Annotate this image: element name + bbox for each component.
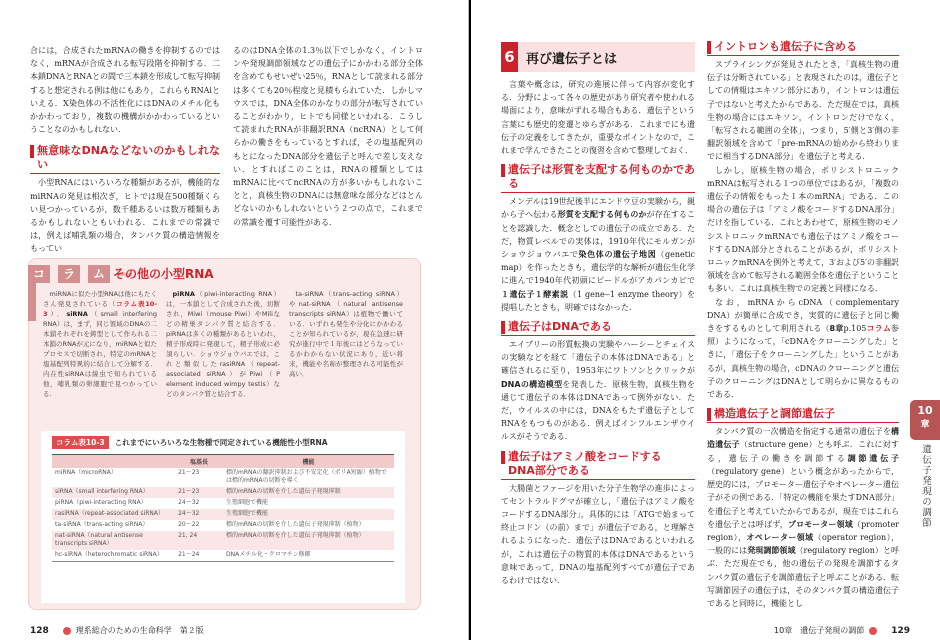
page-number: 129 [891,625,910,636]
text: （operator region），一般的には [707,532,899,556]
table-caption [52,436,394,449]
keyword: 調節遺伝子 [847,453,900,463]
subheading-text: 遺伝子は形質を支配する何ものかである [508,163,695,191]
table-reference-link[interactable]: コラム表10-3 [43,300,158,318]
keyword: 形質を支配する何ものか [557,210,647,220]
function-cell: 標的mRNAの翻訳抑制および不安定化（ポリA短縮）植物では標的mRNAの切断を導く [225,469,387,484]
table-row [52,531,394,550]
keyword: DNAの構造模型 [501,379,563,389]
chapter-number: 10 [917,404,933,417]
length-cell: 24〜32 [178,499,200,506]
page-ref: p.105 [843,324,867,334]
subheading-text: イントロンも遺伝子に含める [714,40,857,53]
text: （regulatory region）と呼ぶ．ただ現在でも，他の遺伝子の発現を調節するタンパク質の遺伝子を調節遺伝子と呼ぶことがある．転写調節因子の遺伝子は，そのタンパク質の構造遺伝子であると同時に，機能とし [707,546,900,608]
text: を発表した．原核生物，真核生物を通じて遺伝子の本体はDNAであって例外がない．ただ，ウイルスの中には，DNAをもたず遺伝子としてRNAをもつものがある．例えばインフルエンザウイルスがそうである． [501,379,695,442]
text: （1 gene‒1 enzyme theory）を提唱したときも，明確ではなかった． [501,289,696,312]
chapter-thumb-tab[interactable] [910,400,940,440]
paragraph [501,338,695,444]
length-cell: 21〜23 [175,487,223,498]
table-row [52,487,394,498]
text: （small interfering RNA）は，まず，同じ領域のDNAの二本鎖それぞれを鋳型として作られる二本鎖のRNAが元になり，miRNAと似たプロセスで切断され，特定のmRNAと塩基配列特異的に結合して分解する．内在性siRNAは線虫で知られている他，哺乳類の卵細胞で見つかっている． [43,310,157,398]
text: （promoter region）， [707,519,900,542]
length-cell: 24〜32 [175,509,223,520]
page-number: 128 [30,625,49,636]
function-cell: DNAメチル化・クロマチン修飾 [223,550,394,562]
column-box [28,258,421,610]
right-page [471,0,940,640]
subheading-text: 遺伝子はDNAである [508,320,612,334]
subheading-text: 構造遺伝子と調節遺伝子 [714,407,835,421]
length-cell: 21, 24 [175,531,223,550]
column-tag-char: コ [28,265,50,283]
paragraph [707,425,899,610]
subheading-dna [501,320,695,336]
text: ）． [47,310,67,318]
table-row [52,509,394,520]
subheading-meaningless-dna [30,144,220,174]
text: タンパク質の一次構造を指定する通常の遺伝子を [715,427,891,437]
column-text-3 [289,289,403,379]
table-header-row [52,455,394,468]
book-title: 理系総合のための生命科学 第２版 [75,626,204,635]
text: 参照）ようになって，「cDNAをクローニングした」ときに，「遺伝子をクローニングした」ということがあるが，真核生物の場合，cDNAのクローニングと遺伝子のクローニングはDNAとして明らかに異なるものである． [707,324,899,400]
left-col1 [30,44,220,256]
column-tag-char: ム [88,265,110,283]
paragraph: 言葉や概念は，研究の進展に伴って内容が変化する．分野によって各々の歴史があり研究者や使われる場面により，意味がずれる場合もある．遺伝子という言葉にも歴史的変遷とゆらぎがある．これまでにも遺伝子の定義をしてきたが，重要なポイントなので，これまで学んできたことの復習を含めて整理しておく． [501,80,695,156]
column-text-2 [166,289,280,399]
function-cell: 生殖細胞で機能 [223,509,394,520]
column-text-1 [43,289,157,399]
small-rna-table [52,454,394,562]
column-title: その他の小型RNA [113,267,214,281]
left-page [0,0,469,640]
text: ta-siRNA（trans-acting siRNA）やnat-siRNA（natural antisense transcripts siRNA）は植物で働いている．いずれも発生や分化にかかわることが知られているが，現在急速に研究が進行中で１年後にはどうなっているかわからない状況にあり，近い将来，機能や名称が整理される可能性が高い． [289,290,403,378]
header-cell: 塩基長 [175,455,223,468]
term-sirna: siRNA [66,310,88,318]
header-cell: 機能 [223,455,394,468]
bullet-dot-icon [63,627,71,635]
chapter-title: 10章 遺伝子発現の調節 [774,626,865,635]
rna-name-cell: hc-siRNA（heterochromatic siRNA） [52,550,175,562]
left-folio [30,625,204,636]
paragraph: しかし，原核生物の場合，ポリシストロニックmRNAは転写される１つの単位ではあるが，「複数の遺伝子の情報をもった１本のmRNA」である．この場合の遺伝子は「アミノ酸をコードするDNA部分」だけを指している．これとあわせて，原核生物のモノシストロニックmRNAでも遺伝子はアミノ酸をコードするDNA部分とされることがあるが，ポリシストロニックmRNAを例外と考えて，3′および5′の非翻訳領域を含めて転写される範囲全体を遺伝子ということも多い．これは真核生物での定義と同様になる． [707,165,899,294]
chapter-suffix: 章 [920,420,930,430]
text: （genetic map）を作ったときも，遺伝学的な解析が遺伝生化学に進んで1940年代初頭にビードルがアカパンカビで [501,250,696,286]
bullet-dot-icon [869,627,877,635]
rna-name-cell: miRNA（microRNA） [55,469,117,476]
table-body [52,468,394,562]
keyword: 染色体の遺伝子地図 [578,250,657,260]
chapter-thumb-label: 遺伝子発現の調節 [920,444,931,528]
subheading-intron [707,40,899,56]
left-col2 [233,44,423,229]
subheading-amino [501,450,695,480]
subheading-text: DNA部分である [508,463,590,477]
keyword: オペレーター領域 [746,532,814,542]
table-row [52,468,394,487]
text: （piwi-interacting RNA）は，一本鎖として合成された後，切断され，Miwi（mouse Piwi）やMiliなどの精巣タンパク質と結合する．piRNAは多くの種類があるといわれ，精子形成時に発現して，精子形成に必須らしい．ショウジョウバエでは，これと類似したrasiRNA（repeat-associated siRNA）がPiwi（P element induced wimpy testis）などのタンパク質と結合する． [166,290,280,398]
right-folio [774,625,910,636]
keyword: 構造遺伝子 [707,427,899,450]
text: なお，mRNAからcDNA（complementary DNA）が簡単に合成でき，実質的に遺伝子と同じ働きをするものとして利用される（ [707,297,899,334]
rna-name-cell: siRNA（small interfering RNA） [52,487,175,498]
right-col2 [707,40,899,610]
table-row [52,498,394,509]
column-side-bar [28,283,36,321]
rna-name-cell: ta-siRNA（trans-acting siRNA） [55,521,149,528]
header-cell [52,455,175,468]
table-caption-text: これまでにいろいろな生物種で同定されている機能性小型RNA [114,438,328,447]
function-cell: 標的mRNAの切断を介した遺伝子発現抑制（植物） [225,521,365,528]
table-row [52,520,394,531]
text: miRNAに似た小型RNAは他にもたくさん発見されている（ [43,290,157,308]
text: （regulatory gene）という概念があったからで，歴史的には，プロモーター遺伝子やオペレーター遺伝子がその例である．「特定の機能を果たすDNA部分」を遺伝子と考えていたからであるが，現在ではこれらを遺伝子とは呼ばず， [707,466,899,529]
function-cell: 生殖細胞で機能 [225,499,268,506]
section-number: 6 [501,42,518,72]
paragraph: 大腸菌とファージを用いた分子生物学の進歩によってセントラルドグマが確立し，「遺伝子はアミノ酸をコードするDNA部分」，具体的には「ATGで始まって終止コドン（の前）まで」が遺伝子である，と理解されるようになった．遺伝子はDNAであるといわれるが，これは遺伝子の物質的本体はDNAであるという意味であって，DNAの塩基配列すべてが遺伝子であるわけではない． [501,483,695,586]
section-title: 再び遺伝子とは [526,51,618,67]
paragraph [707,296,899,402]
text: （structure gene）とも呼ぶ．これに対する，遺伝子の働きを調節する [707,440,899,463]
rna-name-cell: nat-siRNA（natural antisense transcripts siRNA） [52,531,175,550]
length-cell: 21〜24 [175,550,223,562]
rna-name-cell: rasiRNA（repeat-associated siRNA） [52,509,175,520]
table-badge: コラム表10-3 [52,436,109,449]
text: メンデルは19世紀後半にエンドウ豆の実験から，親から子へ伝わる [501,197,695,220]
subheading-text: 遺伝子はアミノ酸をコードする [508,449,662,463]
text: が存在することを認識した．概念としての遺伝子の成立である．ただ，物質レベルでの実体は，1910年代にモルガンがショウジョウバエで [501,210,696,260]
paragraph: 小型RNAにはいろいろな種類があるが，機能的なmiRNAの発見は相次ぎ，ヒトでは現在500種類くらい見つかっているが，数千種あるいは数万種類もあるかもしれないともいわれる．これまでの常識では，例えば哺乳類の場合，タンパク質の構造情報をもってい [30,178,220,254]
text: エイブリーの形質転換の実験やハーシーとチェイスの実験などを経て「遺伝子の本体はDNAである」と確信されるに至り，1953年にワトソンとクリックが [501,340,695,376]
function-cell: 標的mRNAの切断を介した遺伝子発現抑制（植物） [223,531,394,550]
subheading-trait [501,163,695,193]
term-pirna: piRNA [172,290,195,298]
chapter-ref: 8章 [829,324,844,334]
paragraph: 合には，合成されたmRNAの働きを抑制するのではなく，mRNAが合成される転写段階を抑制する．二本鎖DNAとRNAとの間で三本鎖を形成して転写抑制すると想定される例は他にもあり，これらもRNAiといえる．X染色体の不活性化にはDNAのメチル化もかかわっており，複数の機構がかかわっているということなのかもしれない． [30,46,220,135]
function-cell: 標的mRNAの切断を介した遺伝子発現抑制 [223,487,394,498]
paragraph [501,195,695,314]
subheading-text: 無意味なDNAなどないのかもしれない [37,144,220,172]
rna-name-cell: piRNA（piwi-interacting RNA） [55,499,147,506]
right-col1 [501,78,695,587]
length-cell: 21〜23 [178,469,200,476]
table-panel [41,431,405,603]
column-tag-char: ラ [58,265,80,283]
subheading-struct [707,407,899,423]
section-heading [501,42,695,72]
keyword: １遺伝子１酵素説 [501,289,569,299]
paragraph: スプライシングが発見されたとき，「真核生物の遺伝子は分断されている」と表現されたのは，遺伝子としての情報はエキソン部分にあり，イントロンは遺伝子ではないと考えたからである．ただ現在では，真核生物の場合にはエキソン，イントロンだけでなく，「転写される範囲の全体」，つまり，5′側と3′側の非翻訳領域を含めて「pre-mRNAの始めから終わりまでに相当するDNA部分」を遺伝子と考える． [707,60,899,162]
keyword: プロモーター領域 [787,519,853,529]
paragraph: るのはDNA全体の1.3％以下でしかなく，イントロンや発現調節領域などの遺伝子にかかわる部分全体を含めてもせいぜい25％，RNAとして読まれる部分は多くても20％程度と見積もられていた．しかしマウスでは，DNA全体のかなりの部分が転写されていることがわかり，ヒトでも同様といわれる．こうして読まれたRNAが非翻訳RNA（ncRNA）として何らかの働きをもっているとすれば，その塩基配列のもとになったDNA部分を遺伝子と呼んで差し支えない．とすればこのことは，RNAの種類としてはmRNAに比べてncRNAの方が多いかもしれないことと，真核生物のDNAには無意味な部分などはとんどないのかもしれないという２つの点で，これまでの常識を覆す可能性がある． [233,46,423,227]
column-reference-link[interactable]: コラム [866,324,891,334]
keyword: 発現調節領域 [747,546,796,556]
table-row [52,550,394,562]
length-cell: 20〜22 [178,521,200,528]
